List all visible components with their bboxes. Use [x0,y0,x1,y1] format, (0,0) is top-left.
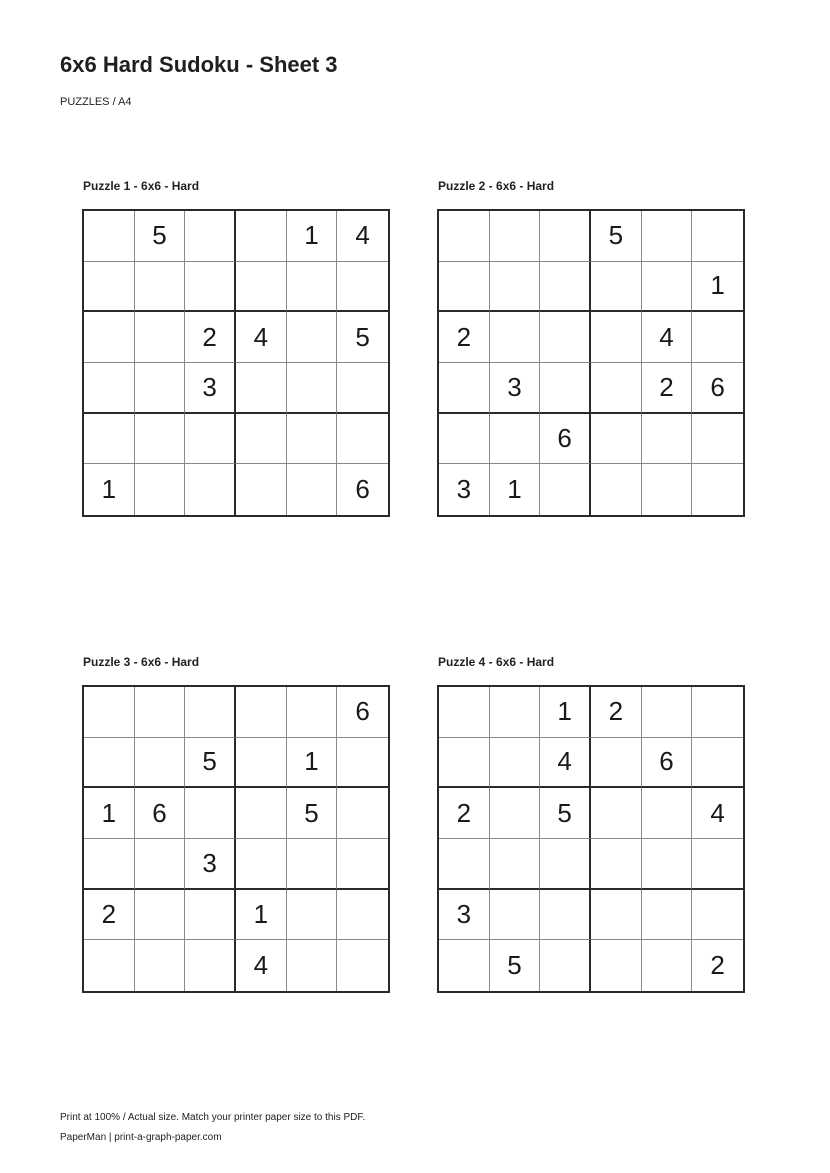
sudoku-cell [84,211,135,262]
sudoku-cell [540,312,591,363]
sudoku-cell: 1 [692,262,743,313]
sudoku-cell: 1 [287,738,338,789]
footer-brand: PaperMan | print-a-graph-paper.com [60,1132,222,1143]
sudoku-cell [642,788,693,839]
sudoku-cell [135,464,186,515]
sudoku-cell [591,890,642,941]
sudoku-cell: 5 [287,788,338,839]
sudoku-cell [185,262,236,313]
sudoku-cell [185,464,236,515]
sudoku-cell [84,839,135,890]
sudoku-cell [236,211,287,262]
sudoku-cell: 5 [490,940,541,991]
sudoku-cell [135,738,186,789]
page-subtitle: PUZZLES / A4 [60,96,132,108]
sudoku-cell [439,363,490,414]
sudoku-cell [135,839,186,890]
sudoku-cell: 1 [490,464,541,515]
sudoku-cell [439,940,490,991]
sudoku-cell [287,890,338,941]
sudoku-cell: 6 [135,788,186,839]
sudoku-cell [439,839,490,890]
sudoku-cell: 5 [540,788,591,839]
sudoku-cell: 1 [287,211,338,262]
sudoku-cell [490,890,541,941]
sudoku-cell [490,211,541,262]
sudoku-cell [692,890,743,941]
sudoku-cell: 6 [337,687,388,738]
sudoku-cell [236,839,287,890]
sudoku-cell [591,312,642,363]
sudoku-cell [337,788,388,839]
sudoku-cell [236,738,287,789]
sudoku-cell [84,687,135,738]
puzzle-title: Puzzle 2 - 6x6 - Hard [438,179,555,193]
sudoku-cell [540,940,591,991]
sudoku-cell [135,940,186,991]
sudoku-cell [337,262,388,313]
sudoku-cell [135,687,186,738]
sudoku-cell [692,687,743,738]
sudoku-cell [185,788,236,839]
sudoku-cell: 1 [236,890,287,941]
sudoku-cell [185,890,236,941]
sudoku-cell: 4 [236,940,287,991]
sudoku-cell [236,687,287,738]
sudoku-cell [490,262,541,313]
sudoku-cell: 2 [439,788,490,839]
puzzle-3 [82,654,392,981]
sudoku-cell [591,262,642,313]
puzzle-title: Puzzle 3 - 6x6 - Hard [83,655,200,669]
sudoku-grid [437,209,745,517]
sudoku-cell [642,211,693,262]
sudoku-cell [591,464,642,515]
sudoku-cell [287,940,338,991]
sudoku-cell [490,738,541,789]
sudoku-cell [439,738,490,789]
sudoku-cell [642,414,693,465]
sudoku-cell: 4 [642,312,693,363]
sudoku-cell [287,414,338,465]
sudoku-cell [642,890,693,941]
puzzle-title: Puzzle 1 - 6x6 - Hard [83,179,200,193]
sudoku-cell [287,464,338,515]
sudoku-cell [337,363,388,414]
sudoku-cell: 4 [692,788,743,839]
sudoku-cell [642,464,693,515]
sudoku-cell [490,788,541,839]
sudoku-cell [84,738,135,789]
sudoku-cell: 5 [135,211,186,262]
sudoku-cell [540,262,591,313]
sudoku-cell [236,262,287,313]
sudoku-cell [490,839,541,890]
sudoku-cell [490,312,541,363]
sudoku-cell: 2 [642,363,693,414]
sudoku-cell [337,890,388,941]
sudoku-cell [84,312,135,363]
sudoku-cell: 6 [540,414,591,465]
sudoku-cell [692,738,743,789]
sudoku-cell: 5 [185,738,236,789]
sudoku-cell: 3 [439,464,490,515]
sudoku-cell: 3 [439,890,490,941]
sudoku-cell [490,414,541,465]
sudoku-cell [185,211,236,262]
sudoku-cell [692,839,743,890]
sudoku-cell [135,363,186,414]
sudoku-cell [84,262,135,313]
sudoku-cell [692,464,743,515]
sudoku-cell: 2 [710,950,725,981]
sudoku-cell [135,312,186,363]
sudoku-cell [642,262,693,313]
sudoku-cell [287,839,338,890]
sudoku-cell [84,940,135,991]
sudoku-cell [236,414,287,465]
sudoku-cell [439,414,490,465]
sudoku-cell [337,414,388,465]
sudoku-cell [236,363,287,414]
sudoku-cell: 6 [355,474,370,505]
sudoku-cell [591,738,642,789]
sudoku-cell [540,363,591,414]
sudoku-cell [591,839,642,890]
sudoku-cell [439,687,490,738]
sudoku-cell [337,940,388,991]
sudoku-cell: 3 [185,839,236,890]
sudoku-grid [437,685,745,993]
sudoku-cell [84,414,135,465]
sudoku-cell: 1 [540,687,591,738]
sudoku-cell: 1 [84,464,135,515]
sudoku-cell [591,414,642,465]
sudoku-cell: 4 [236,312,287,363]
sudoku-cell [185,940,236,991]
sudoku-cell [337,839,388,890]
sudoku-cell [337,738,388,789]
sudoku-cell [287,312,338,363]
puzzle-4 [437,654,747,981]
sudoku-cell: 5 [591,211,642,262]
sudoku-cell [287,687,338,738]
sudoku-cell: 1 [84,788,135,839]
sudoku-cell: 2 [84,890,135,941]
sudoku-grid [82,685,390,993]
sudoku-cell [540,839,591,890]
sudoku-cell: 3 [185,363,236,414]
sudoku-cell [185,687,236,738]
sudoku-cell: 5 [337,312,388,363]
sudoku-cell [185,414,236,465]
sudoku-cell: 2 [185,312,236,363]
page-title: 6x6 Hard Sudoku - Sheet 3 [60,52,338,77]
sudoku-cell [692,211,743,262]
sudoku-cell: 2 [439,312,490,363]
sudoku-cell [84,363,135,414]
sudoku-cell [287,363,338,414]
sudoku-cell [540,464,591,515]
sudoku-cell [591,940,642,991]
sudoku-cell [135,262,186,313]
sudoku-cell: 2 [591,687,642,738]
sudoku-cell [540,211,591,262]
sudoku-cell [236,464,287,515]
print-instructions: Print at 100% / Actual size. Match your printer paper size to this PDF. [60,1112,366,1123]
sudoku-cell [692,414,743,465]
sudoku-cell: 4 [337,211,388,262]
sudoku-grid [82,209,390,517]
sudoku-cell [692,312,743,363]
sudoku-cell [591,788,642,839]
sudoku-cell [591,363,642,414]
sudoku-cell [540,890,591,941]
sudoku-cell [642,940,693,991]
sudoku-cell [135,414,186,465]
puzzle-1 [82,178,392,505]
sudoku-cell [642,687,693,738]
sudoku-cell [236,788,287,839]
sudoku-cell [439,211,490,262]
sudoku-cell: 4 [540,738,591,789]
sudoku-cell [439,262,490,313]
sudoku-cell: 3 [490,363,541,414]
puzzle-2 [437,178,747,505]
sudoku-cell [135,890,186,941]
sudoku-cell [287,262,338,313]
sudoku-cell: 6 [642,738,693,789]
sudoku-cell [490,687,541,738]
sudoku-cell: 6 [692,363,743,414]
sudoku-cell [642,839,693,890]
puzzle-title: Puzzle 4 - 6x6 - Hard [438,655,555,669]
